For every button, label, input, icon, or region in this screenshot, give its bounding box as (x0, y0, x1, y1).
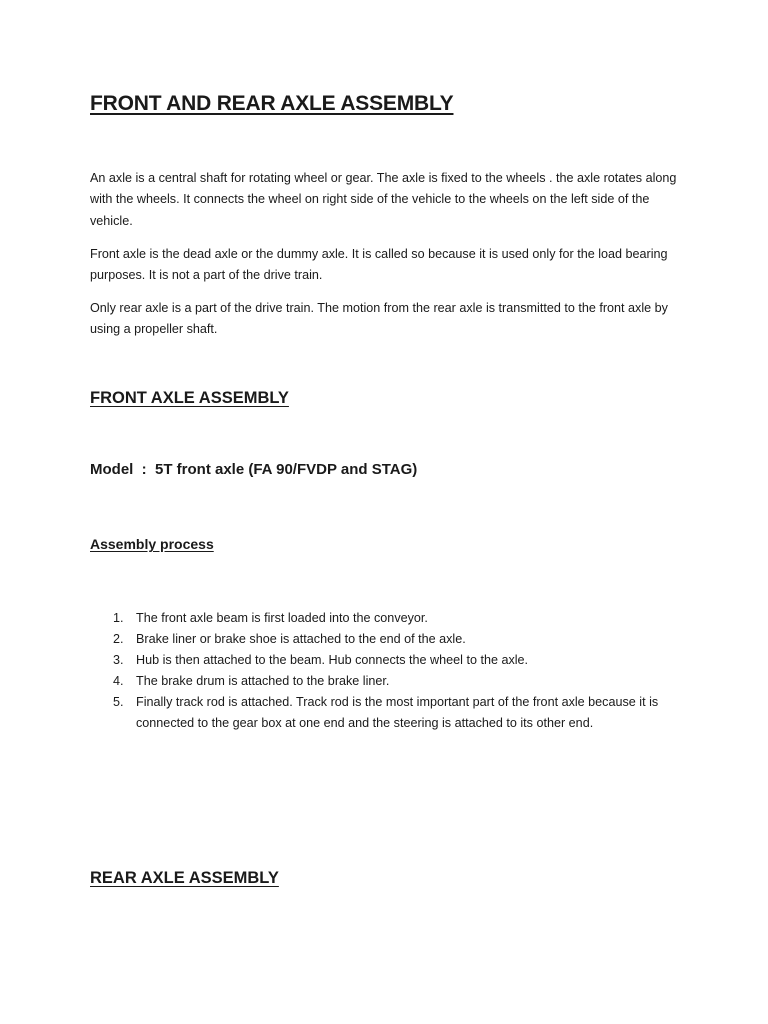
front-axle-heading: FRONT AXLE ASSEMBLY (90, 389, 289, 407)
rear-axle-heading: REAR AXLE ASSEMBLY (90, 869, 279, 887)
document-title: FRONT AND REAR AXLE ASSEMBLY (90, 92, 454, 115)
step-number: 5. (113, 695, 124, 710)
assembly-process-heading: Assembly process (90, 536, 214, 552)
step-number: 3. (113, 653, 124, 668)
list-item (90, 650, 682, 671)
intro-paragraph-1: An axle is a central shaft for rotating wheel or gear. The axle is fixed to the wheels . the axle rotates along with the wheels. It connects the wheel on right side of the vehicle to the wheels on the left side of the vehicle. (90, 171, 677, 228)
list-item (90, 692, 682, 734)
step-number: 1. (113, 611, 124, 625)
step-text: The brake drum is attached to the brake liner. (136, 674, 390, 689)
step-text: Finally track rod is attached. Track rod is the most important part of the front axle because it is connected to the gear box at one end and the steering is attached to its other end. (136, 695, 659, 731)
assembly-steps-list (90, 608, 682, 735)
intro-paragraph-3: Only rear axle is a part of the drive train. The motion from the rear axle is transmitted to the front axle by using a propeller shaft. (90, 301, 668, 337)
model-line: Model : 5T front axle (FA 90/FVDP and STAG) (90, 461, 418, 478)
step-text: Hub is then attached to the beam. Hub connects the wheel to the axle. (136, 653, 529, 668)
step-number: 4. (113, 674, 124, 689)
step-number: 2. (113, 632, 124, 647)
step-text: Brake liner or brake shoe is attached to the end of the axle. (136, 632, 466, 647)
list-item (90, 629, 682, 650)
intro-paragraph-2: Front axle is the dead axle or the dummy axle. It is called so because it is used only for the load bearing purposes. It is not a part of the drive train. (90, 247, 668, 283)
list-item (90, 671, 682, 692)
list-item (90, 608, 682, 629)
step-text: The front axle beam is first loaded into the conveyor. (136, 611, 428, 625)
